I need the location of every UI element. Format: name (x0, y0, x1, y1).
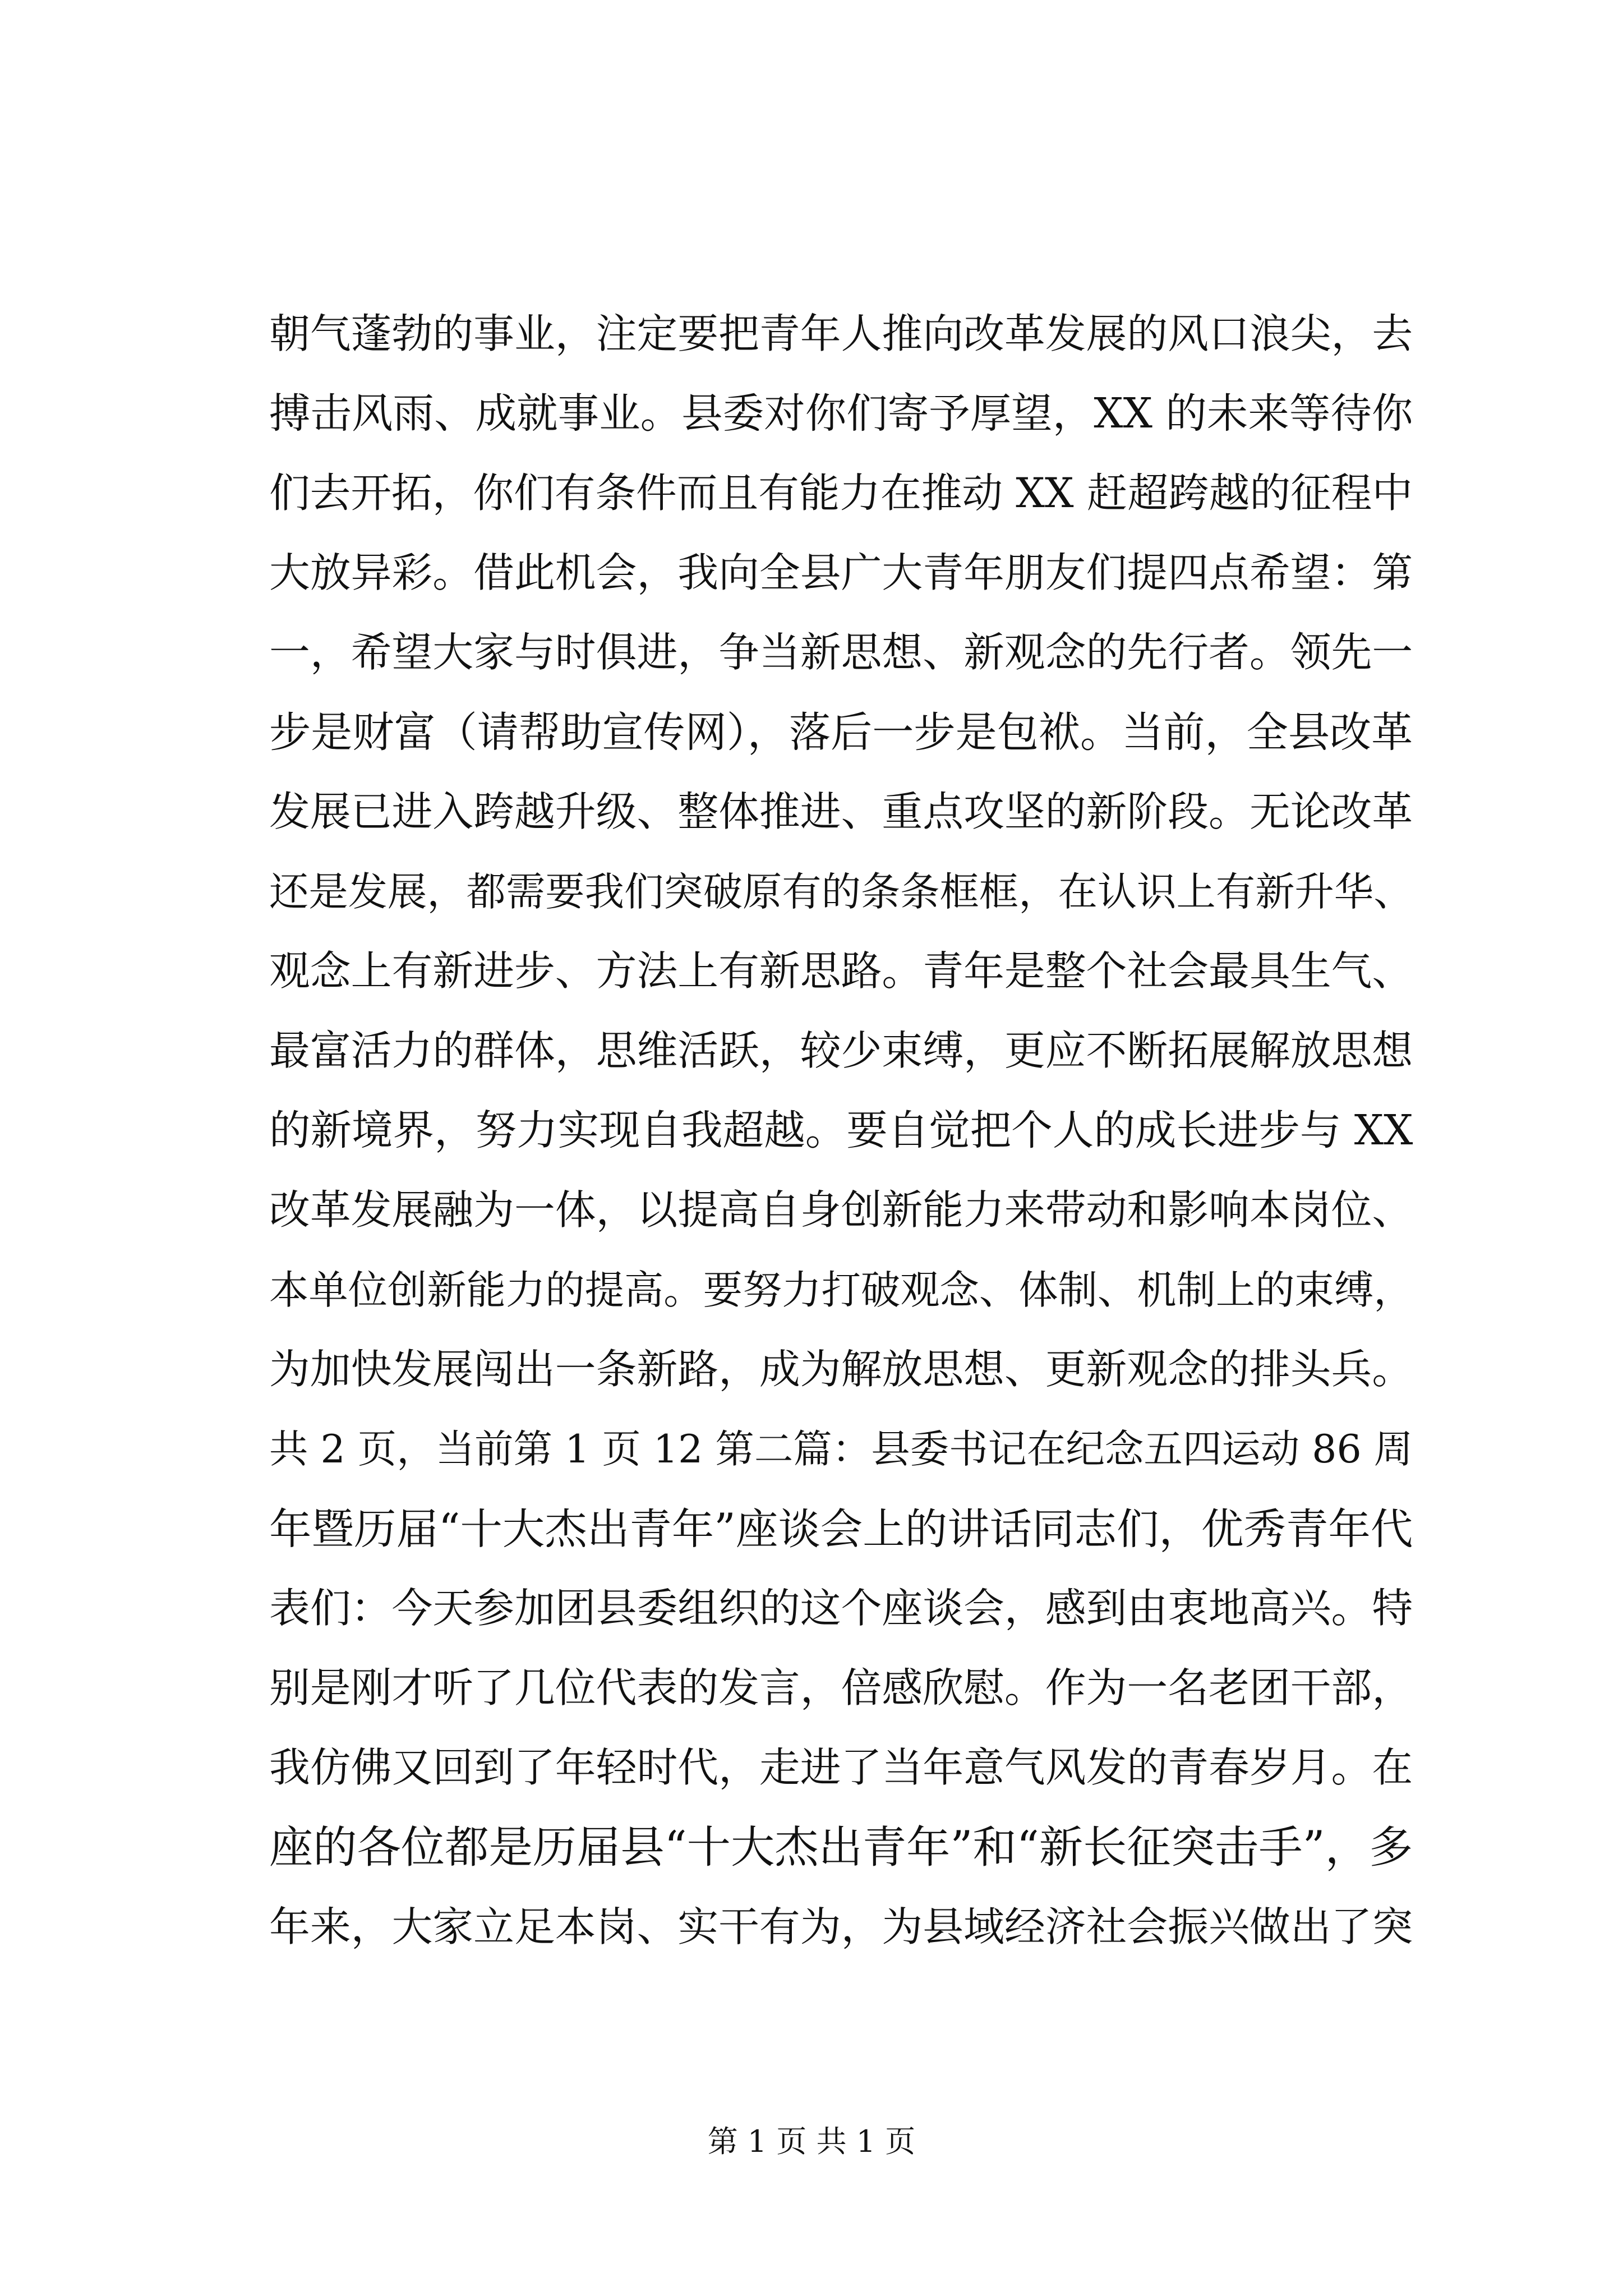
text-line: 还是发展，都需要我们突破原有的条条框框，在认识上有新升华、 (269, 869, 1413, 915)
text-line: 步是财富（请帮助宣传网），落后一步是包袱。当前，全县改革 (269, 708, 1413, 757)
text-line: 改革发展融为一体，以提高自身创新能力来带动和影响本岗位、 (269, 1186, 1413, 1234)
page-footer: 第 1 页 共 1 页 (707, 2124, 916, 2159)
text-line: 朝气蓬勃的事业，注定要把青年人推向改革发展的风口浪尖，去 (269, 310, 1413, 358)
text-line: 为加快发展闯出一条新路，成为解放思想、更新观念的排头兵。 (269, 1346, 1413, 1393)
text-line: 我仿佛又回到了年轻时代，走进了当年意气风发的青春岁月。在 (269, 1744, 1413, 1792)
document-body (269, 295, 1419, 1967)
text-line: 观念上有新进步、方法上有新思路。青年是整个社会最具生气、 (269, 947, 1413, 995)
text-line: 本单位创新能力的提高。要努力打破观念、体制、机制上的束缚， (269, 1267, 1413, 1313)
text-line: 最富活力的群体，思维活跃，较少束缚，更应不断拓展解放思想 (269, 1027, 1413, 1075)
text-line: 搏击风雨、成就事业。县委对你们寄予厚望，XX 的未来等待你 (269, 390, 1413, 438)
text-line: 们去开拓，你们有条件而且有能力在推动 XX 赶超跨越的征程中 (269, 470, 1413, 517)
text-line: 表们：今天参加团县委组织的这个座谈会，感到由衷地高兴。特 (269, 1585, 1413, 1632)
text-line: 大放异彩。借此机会，我向全县广大青年朋友们提四点希望：第 (269, 549, 1413, 597)
text-line: 发展已进入跨越升级、整体推进、重点攻坚的新阶段。无论改革 (269, 788, 1413, 836)
text-line: 年暨历届“十大杰出青年”座谈会上的讲话同志们，优秀青年代 (269, 1504, 1413, 1554)
text-line: 别是刚才听了几位代表的发言，倍感欣慰。作为一名老团干部， (269, 1664, 1413, 1712)
text-line: 一，希望大家与时俱进，争当新思想、新观念的先行者。领先一 (269, 629, 1413, 677)
text-line: 年来，大家立足本岗、实干有为，为县域经济社会振兴做出了突 (269, 1903, 1413, 1951)
text-line: 座的各位都是历届县“十大杰出青年”和“新长征突击手”，多 (269, 1822, 1413, 1873)
text-line: 共 2 页，当前第 1 页 12 第二篇：县委书记在纪念五四运动 86 周 (269, 1427, 1413, 1472)
text-line: 的新境界，努力实现自我超越。要自觉把个人的成长进步与 XX (269, 1107, 1413, 1154)
